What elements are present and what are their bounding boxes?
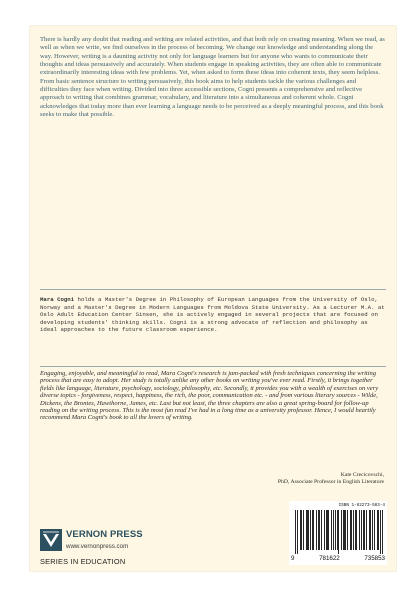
barcode-bar xyxy=(324,510,325,550)
barcode-bar xyxy=(353,510,354,550)
series-name: SERIES IN EDUCATION xyxy=(40,557,126,566)
barcode-bar xyxy=(337,510,338,550)
divider-line xyxy=(40,366,386,367)
divider-line xyxy=(40,289,386,290)
barcode-bar xyxy=(380,510,381,554)
reviewer-attribution xyxy=(184,472,384,486)
barcode-bar xyxy=(369,510,370,550)
barcode-bar xyxy=(341,510,342,550)
book-blurb: There is hardly any doubt that reading and writing are related activities, and that both rely on creating meaning. When we read, as well as when we write, we find ourselves in the process of becoming. We change our knowledge and understanding along the way. However, writing is a daunting activity not only for language learners but for anyone who wants to communicate their thoughts and ideas persuasively and accurately. When students engage in speaking activities, they are often able to communicate extraordinarily interesting ideas with few problems. Yet, when asked to form these ideas into coherent texts, they seem helpless. From basic sentence structure to writing persuasively, this book aims to help students tackle the various challenges and difficulties they face when writing. Divided into three accessible sections, Cogni presents a comprehensive and reflective approach to writing that combines grammar, vocabulary, and literature into a simultaneous and coherent whole. Cogni acknowledges that today more than ever learning a language needs to be perceived as a deeply meaningful process, and this book seeks to make that possible. xyxy=(40,36,385,119)
barcode-bar xyxy=(382,510,383,554)
barcode-bar xyxy=(350,510,351,550)
barcode-digit-group-left: 781622 xyxy=(319,555,340,562)
publisher-name: VERNON PRESS xyxy=(66,529,143,540)
barcode-bar xyxy=(356,510,357,550)
barcode-bar xyxy=(321,510,322,550)
barcode-bar xyxy=(347,510,348,550)
barcode-bar xyxy=(301,510,302,550)
author-name: Mara Cogni xyxy=(40,296,75,303)
barcode-bar xyxy=(308,510,309,550)
review-quote: Engaging, enjoyable, and meaningful to read, Mara Cogni's research is jam-packed with fresh techniques concerning the writing process that are easy to adopt. Her study is totally unlike any other books on writing you've ever read. Firstly, it brings together fields like language, literature, psychology, sociology, philosophy, etc. Secondly, it provides you with a wealth of exercises on very diverse topics - forgiveness, respect, happiness, the rich, the poor, communication etc. - and from various literary sources - Wilde, Dickens, the Brontes, Hawthorne, James, etc. Last but not least, the three chapters are also a great spring-board for follow-up reading on the writing process. This is the most fun read I've had in a long time as a university professor. Hence, I would heartily recommend Mara Cogni's book to all the lovers of writing. xyxy=(40,370,379,422)
barcode-bar xyxy=(359,510,360,550)
barcode-digit-prefix: 9 xyxy=(291,555,295,562)
author-bio xyxy=(40,296,386,334)
back-cover xyxy=(30,26,396,571)
barcode-bars xyxy=(295,510,383,554)
barcode-bar xyxy=(328,510,329,550)
barcode-bar xyxy=(333,510,334,550)
barcode-bar xyxy=(313,510,314,550)
barcode-bar xyxy=(335,510,336,550)
barcode-bar xyxy=(326,510,327,550)
vernon-press-v-logo-icon xyxy=(40,529,62,551)
barcode-bar xyxy=(363,510,364,550)
isbn-label: ISBN 1-62273-583-4 xyxy=(338,503,385,508)
barcode-bar xyxy=(351,510,352,550)
barcode-bar xyxy=(310,510,311,550)
barcode-bar xyxy=(345,510,346,550)
barcode-bar xyxy=(316,510,317,550)
barcode-bar xyxy=(366,510,367,550)
barcode-bar xyxy=(344,510,345,550)
barcode-bar xyxy=(319,510,320,550)
barcode-bar xyxy=(370,510,371,550)
barcode-bar xyxy=(318,510,319,550)
publisher-url: www.vernonpress.com xyxy=(66,543,129,550)
barcode-bar xyxy=(300,510,301,550)
barcode-bar xyxy=(343,510,344,550)
barcode-bar xyxy=(312,510,313,550)
barcode-bar xyxy=(372,510,373,550)
author-bio-text: holds a Master's Degree in Philosophy of European Languages from the University of Oslo, Norway and a Master's Degree in Modern Languages from Moldova State University. As a Lecturer M.A. at Oslo Adult Education Center Sinsen, she is actively engaged in several projects that are focused on developing students' thinking skills. Cogni is a strong advocate of reflection and philosophy as ideal approaches to the future classroom experience. xyxy=(40,296,385,333)
reviewer-title: PhD, Associate Professor in English Literature xyxy=(277,479,384,486)
publisher-block xyxy=(40,528,210,568)
barcode-bar xyxy=(378,510,379,550)
barcode-bar xyxy=(306,510,307,550)
barcode-bar xyxy=(327,510,328,550)
barcode-bar xyxy=(364,510,365,550)
isbn-barcode xyxy=(289,501,387,565)
barcode-digits xyxy=(291,555,385,562)
barcode-bar xyxy=(361,510,362,550)
barcode-bar xyxy=(297,510,298,554)
reviewer-name: Kate Crecicovschi, xyxy=(340,472,384,478)
barcode-bar xyxy=(331,510,332,550)
barcode-bar xyxy=(303,510,304,550)
barcode-bar xyxy=(295,510,296,554)
barcode-bar xyxy=(374,510,375,550)
barcode-bar xyxy=(377,510,378,550)
barcode-bar xyxy=(307,510,308,550)
barcode-digit-group-right: 735853 xyxy=(364,555,385,562)
barcode-bar xyxy=(338,510,339,554)
barcode-bar xyxy=(355,510,356,550)
